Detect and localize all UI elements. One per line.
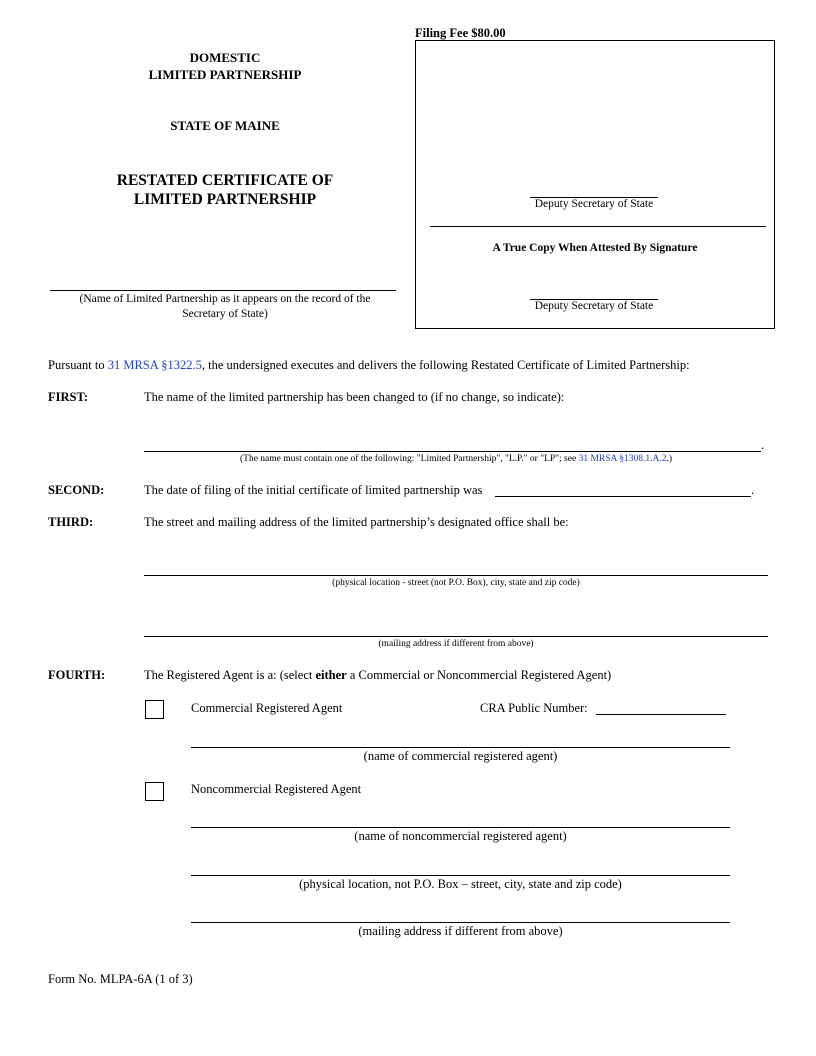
lp-name-caption-2: Secretary of State) bbox=[182, 308, 268, 320]
mailing-address-line[interactable] bbox=[144, 636, 768, 637]
note-suffix: .) bbox=[666, 454, 672, 464]
statute-link-1308[interactable]: 31 MRSA §1308.1.A.2 bbox=[578, 454, 667, 464]
noncommercial-mailing-caption: (mailing address if different from above) bbox=[358, 924, 563, 938]
name-requirement-note bbox=[144, 454, 768, 464]
intro-suffix: , the undersigned executes and delivers the following Restated Certificate of Limited Partnership: bbox=[201, 358, 690, 372]
fourth-text-bold: either bbox=[315, 668, 347, 682]
third-text: The street and mailing address of the limited partnership’s designated office shall be: bbox=[144, 515, 569, 529]
first-label: FIRST: bbox=[48, 390, 89, 404]
second-label: SECOND: bbox=[48, 483, 105, 497]
fourth-text bbox=[144, 668, 611, 683]
cert-line-1: RESTATED CERTIFICATE OF bbox=[116, 172, 334, 189]
noncommercial-agent-checkbox[interactable] bbox=[145, 782, 164, 801]
physical-address-caption: (physical location - street (not P.O. Box), city, state and zip code) bbox=[332, 578, 580, 588]
form-title bbox=[60, 49, 390, 83]
noncommercial-physical-caption: (physical location, not P.O. Box – street, city, state and zip code) bbox=[299, 877, 622, 891]
filing-fee: Filing Fee $80.00 bbox=[415, 26, 506, 40]
fourth-label: FOURTH: bbox=[48, 668, 106, 682]
noncommercial-mailing-line[interactable] bbox=[191, 922, 730, 923]
fourth-text-prefix: The Registered Agent is a: (select bbox=[144, 668, 316, 682]
fourth-text-suffix: a Commercial or Noncommercial Registered Agent) bbox=[346, 668, 612, 682]
cra-number-label: CRA Public Number: bbox=[480, 701, 588, 715]
cert-line-2: LIMITED PARTNERSHIP bbox=[133, 191, 317, 208]
title-line-1: DOMESTIC bbox=[189, 50, 261, 65]
noncommercial-agent-name-line[interactable] bbox=[191, 827, 730, 828]
lp-name-caption bbox=[50, 292, 400, 322]
note-prefix: (The name must contain one of the following: "Limited Partnership", "L.P." or "LP"; see bbox=[240, 454, 579, 464]
lp-name-caption-1: (Name of Limited Partnership as it appears on the record of the bbox=[79, 293, 371, 305]
deputy-caption-1: Deputy Secretary of State bbox=[534, 198, 654, 210]
filing-date-line[interactable] bbox=[495, 496, 751, 497]
statute-link-1322[interactable]: 31 MRSA §1322.5 bbox=[107, 358, 202, 372]
noncommercial-agent-label: Noncommercial Registered Agent bbox=[191, 782, 362, 796]
cra-number-line[interactable] bbox=[596, 714, 726, 715]
deputy-caption-2: Deputy Secretary of State bbox=[534, 300, 654, 312]
certificate-title bbox=[60, 171, 390, 209]
noncommercial-agent-caption: (name of noncommercial registered agent) bbox=[354, 829, 567, 843]
intro-prefix: Pursuant to bbox=[48, 358, 108, 372]
second-text: The date of filing of the initial certificate of limited partnership was bbox=[144, 483, 483, 497]
commercial-agent-checkbox[interactable] bbox=[145, 700, 164, 719]
third-label: THIRD: bbox=[48, 515, 94, 529]
title-line-2: LIMITED PARTNERSHIP bbox=[148, 67, 302, 82]
new-name-line[interactable] bbox=[144, 451, 761, 452]
physical-address-line[interactable] bbox=[144, 575, 768, 576]
attest-box bbox=[415, 40, 775, 329]
form-number: Form No. MLPA-6A (1 of 3) bbox=[48, 972, 193, 986]
state-heading: STATE OF MAINE bbox=[170, 118, 280, 133]
intro-paragraph bbox=[48, 358, 690, 373]
new-name-period: . bbox=[761, 438, 765, 452]
commercial-agent-caption: (name of commercial registered agent) bbox=[363, 749, 558, 763]
attest-divider bbox=[430, 226, 766, 227]
filing-date-period: . bbox=[751, 483, 755, 497]
commercial-agent-label: Commercial Registered Agent bbox=[191, 701, 343, 715]
noncommercial-physical-line[interactable] bbox=[191, 875, 730, 876]
lp-name-line[interactable] bbox=[50, 290, 396, 291]
true-copy-text: A True Copy When Attested By Signature bbox=[492, 242, 698, 254]
first-text: The name of the limited partnership has been changed to (if no change, so indicate): bbox=[144, 390, 565, 404]
commercial-agent-name-line[interactable] bbox=[191, 747, 730, 748]
mailing-address-caption: (mailing address if different from above) bbox=[378, 639, 534, 649]
